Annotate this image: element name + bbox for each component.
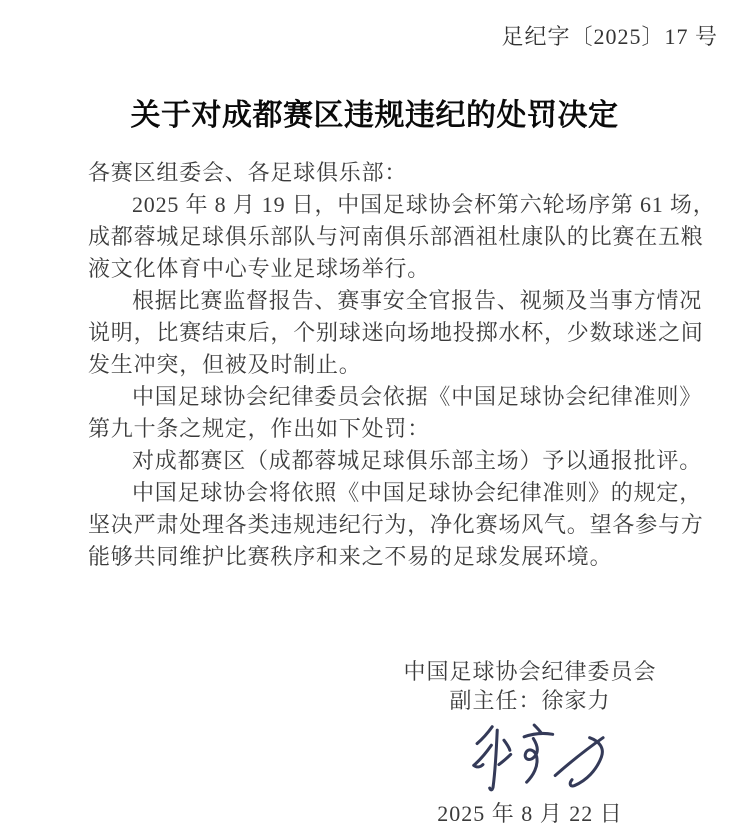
body-line: 中国足球协会将依照《中国足球协会纪律准则》的规定， bbox=[132, 480, 703, 505]
body-line: 成都蓉城足球俱乐部队与河南俱乐部酒祖杜康队的比赛在五粮 bbox=[88, 224, 704, 249]
signer-title-name: 副主任：徐家力 bbox=[449, 688, 611, 713]
document-number: 足纪字〔2025〕17 号 bbox=[501, 24, 718, 49]
body-line: 2025 年 8 月 19 日，中国足球协会杯第六轮场序第 61 场， bbox=[132, 192, 716, 217]
signature-block bbox=[370, 657, 690, 829]
signature-strokes bbox=[474, 725, 603, 790]
body-line-penalty: 对成都赛区（成都蓉城足球俱乐部主场）予以通报批评。 bbox=[132, 448, 703, 473]
body-line: 中国足球协会纪律委员会依据《中国足球协会纪律准则》 bbox=[132, 384, 703, 409]
body-line: 根据比赛监督报告、赛事安全官报告、视频及当事方情况 bbox=[132, 288, 703, 313]
document-date: 2025 年 8 月 22 日 bbox=[437, 801, 623, 826]
body-line: 说明，比赛结束后，个别球迷向场地投掷水杯，少数球迷之间 bbox=[88, 320, 704, 345]
body-line: 能够共同维护比赛秩序和来之不易的足球发展环境。 bbox=[88, 544, 613, 569]
signing-organization: 中国足球协会纪律委员会 bbox=[403, 659, 657, 684]
document-body bbox=[88, 157, 718, 573]
document-title: 关于对成都赛区违规违纪的处罚决定 bbox=[130, 99, 619, 132]
body-line-salutation: 各赛区组委会、各足球俱乐部： bbox=[88, 160, 408, 185]
handwritten-signature bbox=[430, 715, 630, 799]
body-line: 液文化体育中心专业足球场举行。 bbox=[88, 256, 431, 281]
body-line: 发生冲突，但被及时制止。 bbox=[88, 352, 362, 377]
body-line: 第九十条之规定，作出如下处罚： bbox=[88, 416, 431, 441]
body-line: 坚决严肃处理各类违规违纪行为，净化赛场风气。望各参与方 bbox=[88, 512, 704, 537]
